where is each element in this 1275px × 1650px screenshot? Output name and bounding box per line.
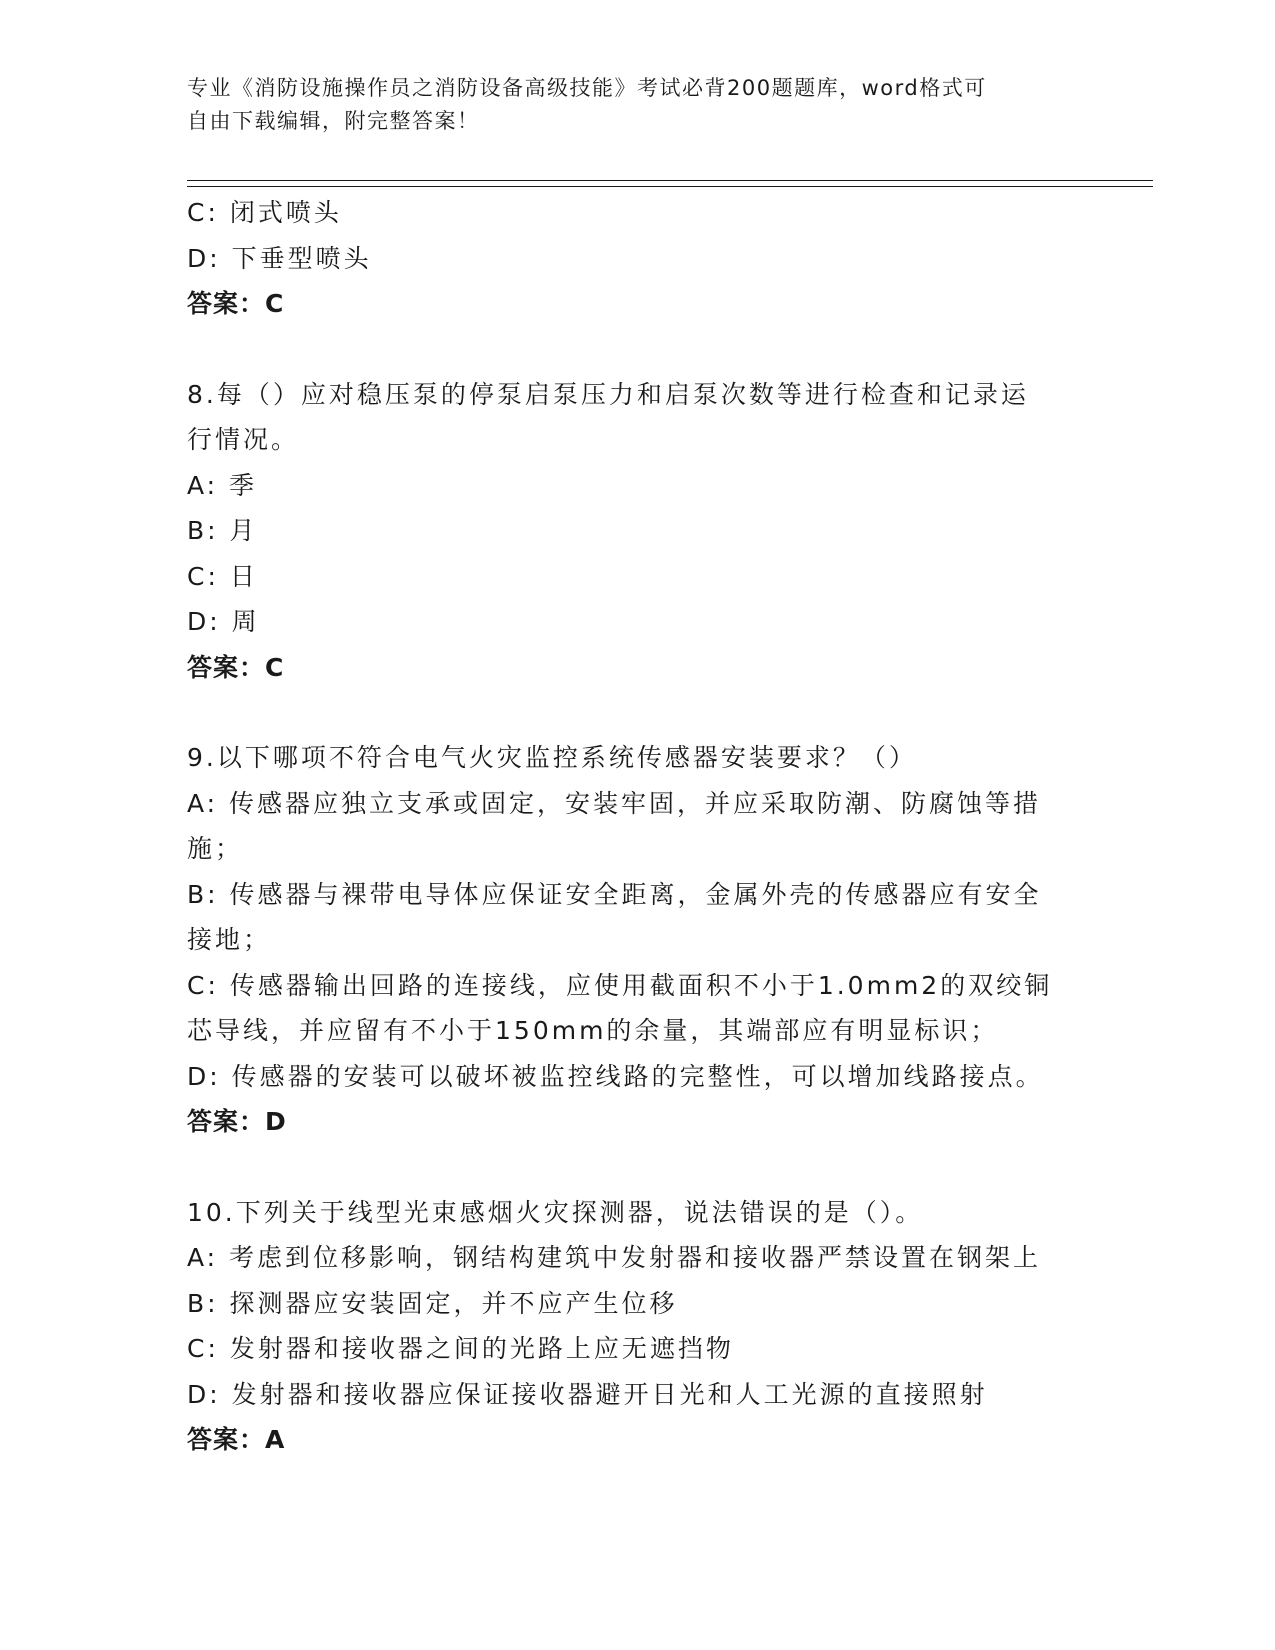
option-b: B: 月	[187, 516, 258, 545]
answer: 答案：C	[187, 289, 285, 318]
option-d: D: 发射器和接收器应保证接收器避开日光和人工光源的直接照射	[187, 1379, 988, 1409]
option-b: B: 探测器应安装固定，并不应产生位移	[187, 1288, 678, 1318]
spacer	[187, 327, 1087, 372]
option-c: C: 日	[187, 561, 258, 591]
spacer	[187, 690, 1087, 735]
question-text: 10.下列关于线型光束感烟火灾探测器，说法错误的是（）。	[187, 1197, 924, 1227]
header-rule-top	[187, 180, 1153, 181]
option-c: C: 传感器输出回路的连接线，应使用截面积不小于1.0mm2的双绞铜	[187, 970, 1053, 1000]
answer: 答案：C	[187, 652, 285, 682]
question-10	[187, 1190, 1087, 1463]
question-8	[187, 372, 1087, 691]
option-d: D: 下垂型喷头	[187, 243, 372, 273]
option-a-continued: 施；	[187, 834, 244, 863]
option-d: D: 传感器的安装可以破坏被监控线路的完整性，可以增加线路接点。	[187, 1061, 1044, 1091]
option-a: A: 传感器应独立支承或固定，安装牢固，并应采取防潮、防腐蚀等措	[187, 788, 1042, 818]
option-a: A: 考虑到位移影响，钢结构建筑中发射器和接收器严禁设置在钢架上	[187, 1243, 1042, 1272]
option-b: B: 传感器与裸带电导体应保证安全距离，金属外壳的传感器应有安全	[187, 879, 1042, 909]
question-text: 行情况。	[187, 425, 300, 454]
answer: 答案：D	[187, 1107, 287, 1136]
option-d: D: 周	[187, 607, 260, 636]
question-7-partial	[187, 190, 1087, 327]
option-a: A: 季	[187, 470, 258, 500]
question-9	[187, 735, 1087, 1145]
header-line-2: 自由下载编辑，附完整答案！	[187, 109, 480, 133]
option-c-continued: 芯导线，并应留有不小于150mm的余量，其端部应有明显标识；	[187, 1016, 999, 1045]
spacer	[187, 1145, 1087, 1190]
question-text: 8.每（）应对稳压泵的停泵启泵压力和启泵次数等进行检查和记录运	[187, 379, 1029, 409]
answer: 答案：A	[187, 1425, 286, 1454]
question-text: 9.以下哪项不符合电气火灾监控系统传感器安装要求？（）	[187, 743, 917, 772]
document-header	[187, 72, 1087, 138]
option-b-continued: 接地；	[187, 925, 272, 954]
header-line-1: 专业《消防设施操作员之消防设备高级技能》考试必背200题题库，word格式可	[187, 76, 987, 100]
option-c: C: 闭式喷头	[187, 198, 342, 227]
document-body	[187, 190, 1087, 1463]
option-c: C: 发射器和接收器之间的光路上应无遮挡物	[187, 1334, 734, 1363]
header-rule-bottom	[187, 186, 1153, 187]
